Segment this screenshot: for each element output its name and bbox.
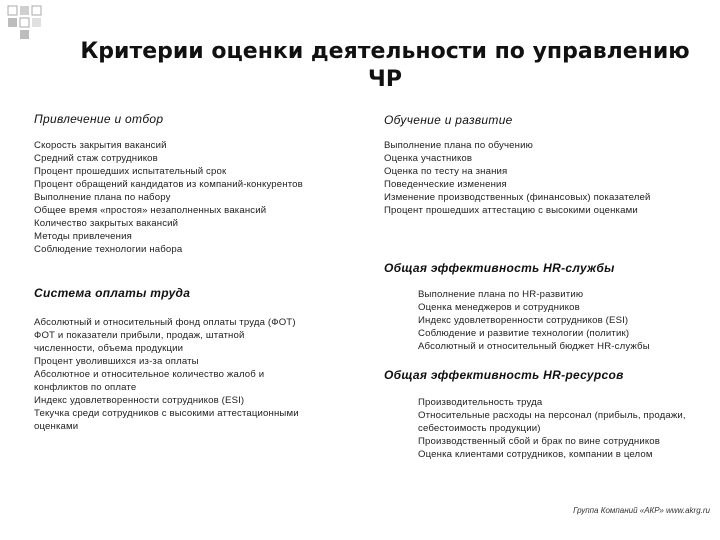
list-item: Выполнение плана по набору — [34, 192, 171, 203]
list-item: Относительные расходы на персонал (прибыль, продажи, себестоимость продукции) — [418, 410, 686, 434]
list-item: Процент обращений кандидатов из компаний-конкурентов — [34, 179, 303, 190]
list-item: Индекс удовлетворенности сотрудников (ESI) — [34, 395, 245, 406]
list-item: Процент прошедших испытательный срок — [34, 166, 227, 177]
list-item: Процент прошедших аттестацию с высокими оценками — [384, 205, 638, 216]
list-item: Изменение производственных (финансовых) показателей — [384, 192, 651, 203]
list-item: Поведенческие изменения — [384, 179, 507, 190]
page-title: Критерии оценки деятельности по управлению ЧР — [80, 39, 690, 92]
section-heading-hr-resources: Общая эффективность HR-ресурсов — [384, 368, 624, 382]
list-item: Абсолютный и относительный бюджет HR-службы — [418, 341, 650, 352]
list-item: Текучка среди сотрудников с высокими аттестационными оценками — [34, 408, 299, 432]
list-pay — [34, 316, 299, 433]
section-heading-hr-service: Общая эффективность HR-службы — [384, 261, 615, 275]
list-item: Абсолютное и относительное количество жалоб и конфликтов по оплате — [34, 369, 265, 393]
list-item: Общее время «простоя» незаполненных вакансий — [34, 205, 267, 216]
decorative-squares — [0, 0, 60, 40]
list-item: ФОТ и показатели прибыли, продаж, штатной численности, объема продукции — [34, 330, 245, 354]
list-item: Производительность труда — [418, 397, 543, 408]
list-item: Средний стаж сотрудников — [34, 153, 158, 164]
list-item: Количество закрытых вакансий — [34, 218, 179, 229]
section-heading-training: Обучение и развитие — [384, 113, 513, 127]
list-item: Выполнение плана по обучению — [384, 140, 533, 151]
list-item: Оценка клиентами сотрудников, компании в целом — [418, 449, 653, 460]
list-item: Выполнение плана по HR-развитию — [418, 289, 584, 300]
list-item: Абсолютный и относительный фонд оплаты труда (ФОТ) — [34, 317, 296, 328]
list-item: Методы привлечения — [34, 231, 132, 242]
list-recruitment — [34, 139, 364, 256]
list-item: Оценка участников — [384, 153, 473, 164]
list-hr-resources — [418, 396, 703, 461]
list-item: Скорость закрытия вакансий — [34, 140, 167, 151]
list-item: Производственный сбой и брак по вине сотрудников — [418, 436, 661, 447]
footer-credit: Группа Компаний «АКР» www.akrg.ru — [573, 506, 710, 515]
list-item: Индекс удовлетворенности сотрудников (ESI) — [418, 315, 629, 326]
list-item: Соблюдение и развитие технологии (политик) — [418, 328, 630, 339]
list-item: Оценка менеджеров и сотрудников — [418, 302, 580, 313]
list-training — [384, 139, 694, 217]
section-heading-recruitment: Привлечение и отбор — [34, 112, 164, 126]
section-heading-pay: Система оплаты труда — [34, 286, 191, 300]
list-hr-service — [418, 288, 708, 353]
list-item: Соблюдение технологии набора — [34, 244, 183, 255]
list-item: Оценка по тесту на знания — [384, 166, 508, 177]
list-item: Процент уволившихся из-за оплаты — [34, 356, 199, 367]
